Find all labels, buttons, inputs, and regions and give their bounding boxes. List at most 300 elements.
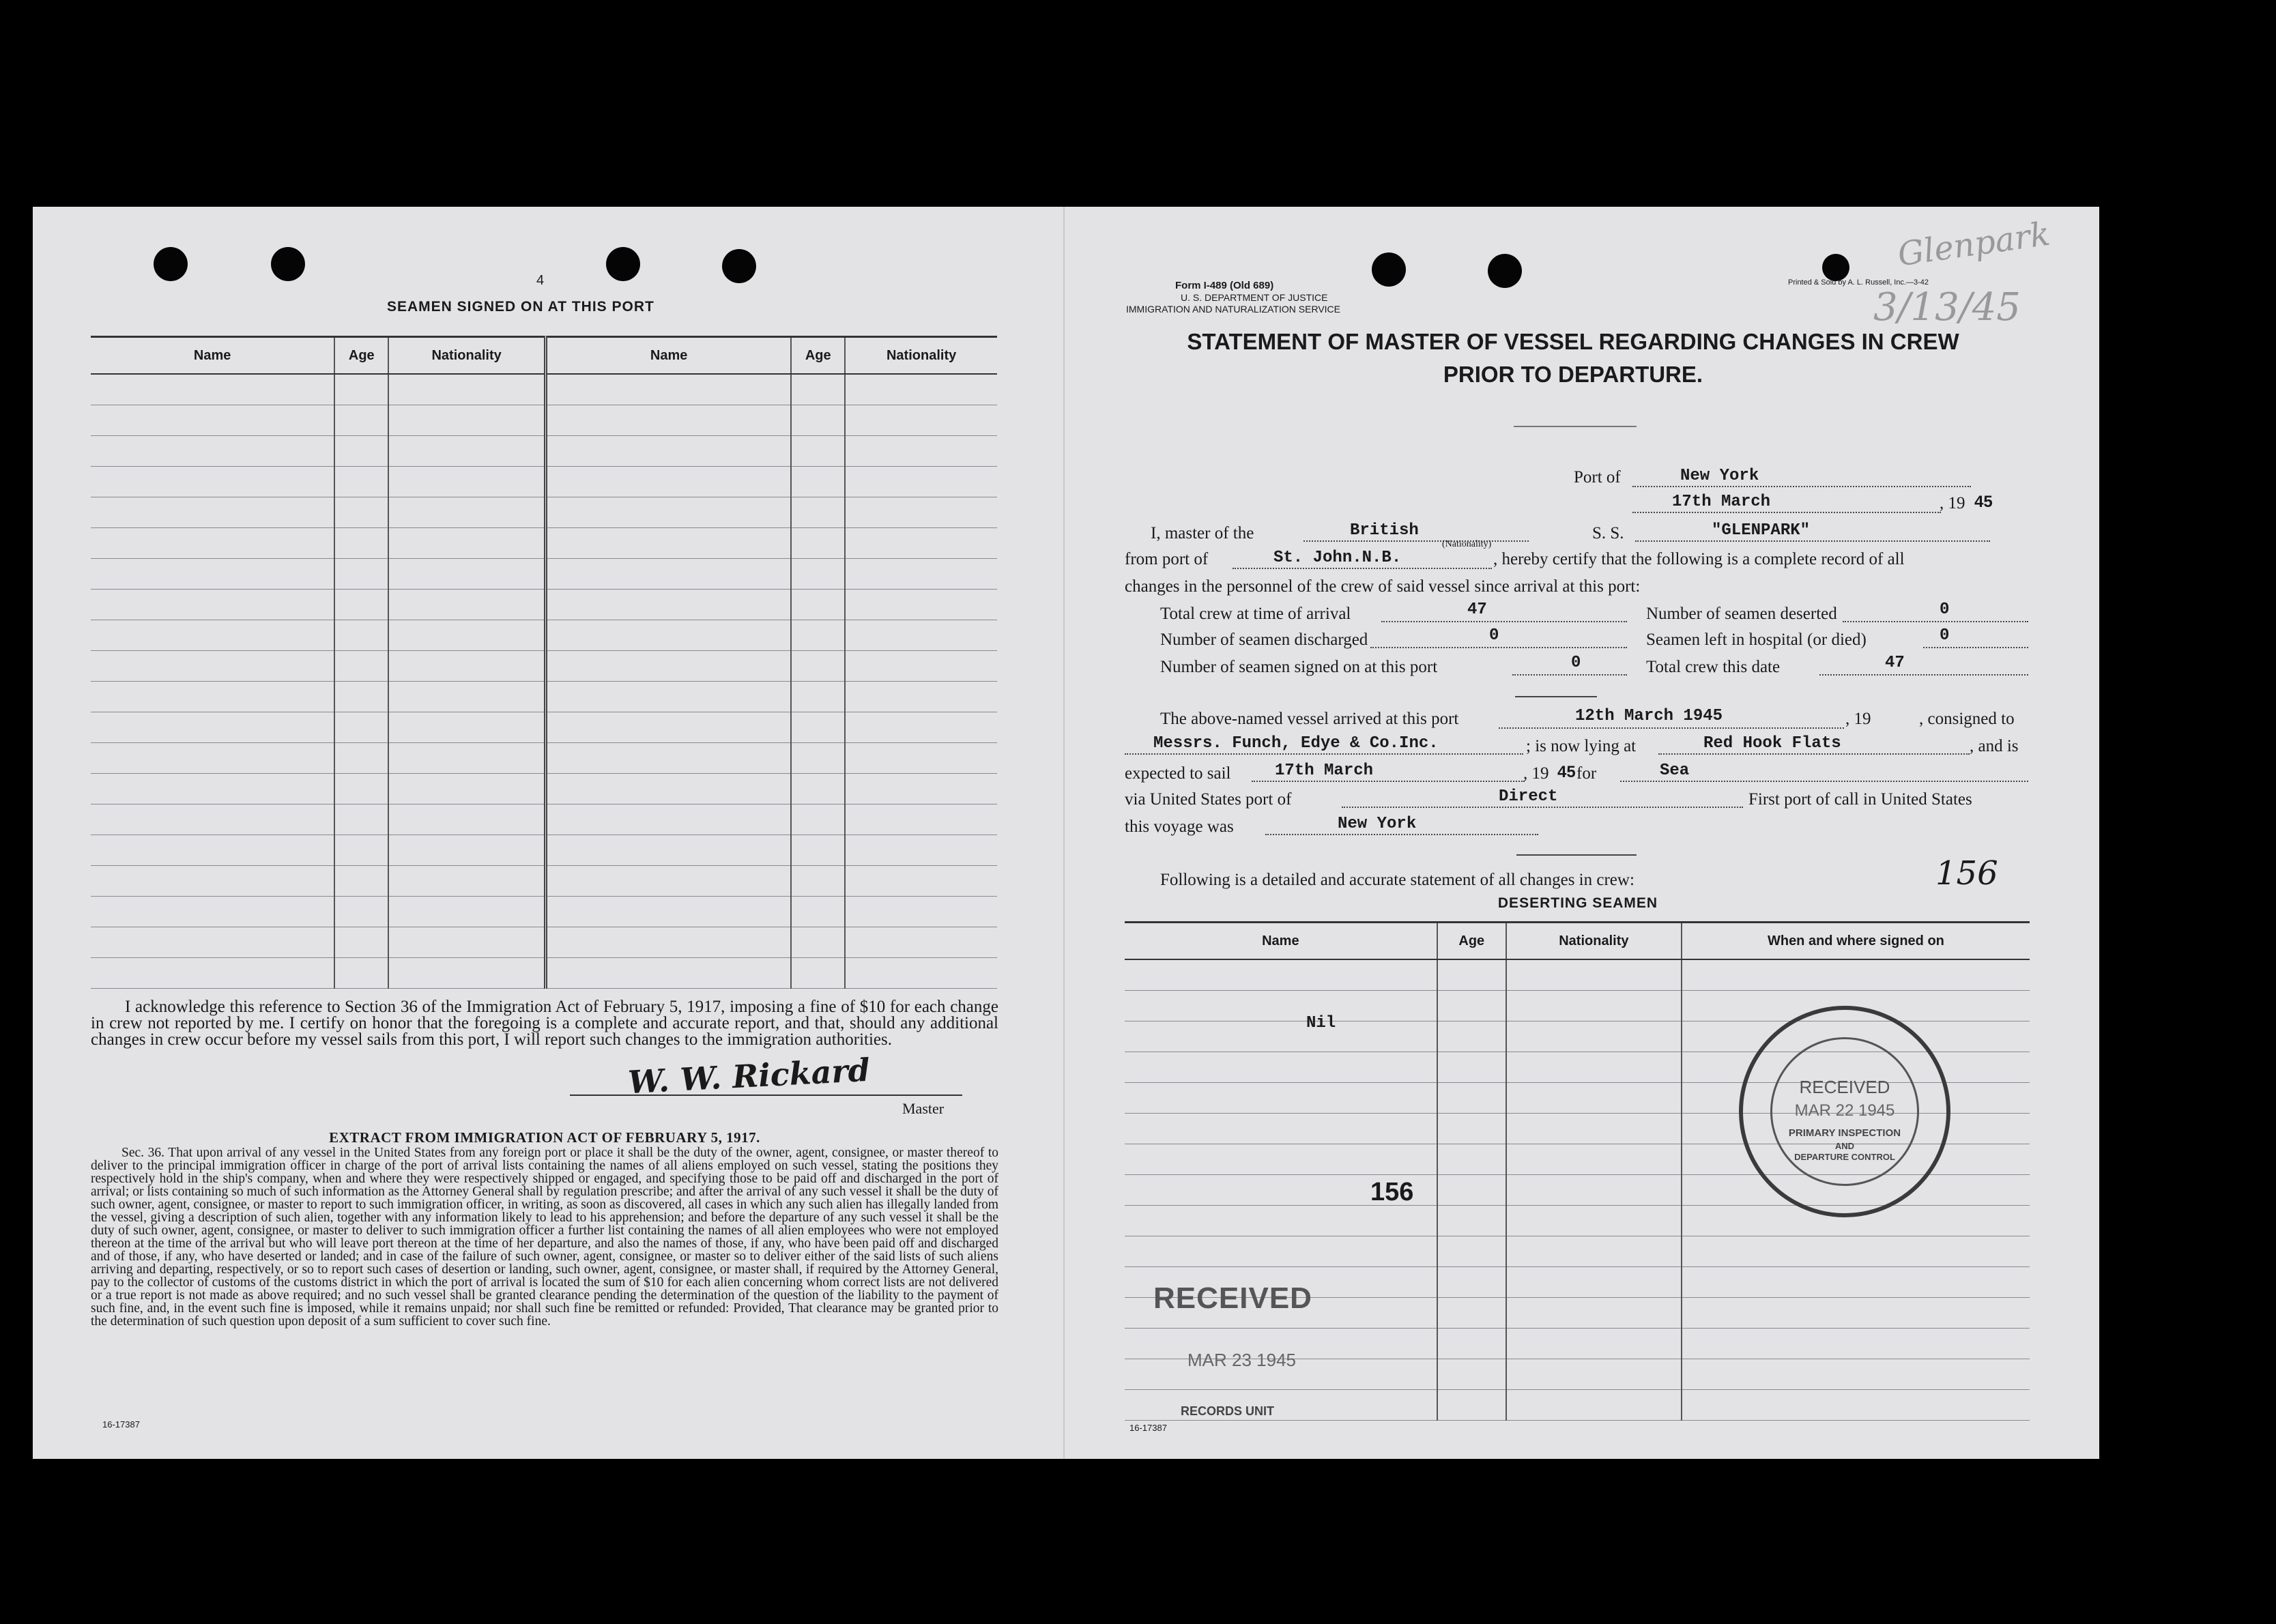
table-cell	[1437, 959, 1506, 991]
table-row	[91, 958, 997, 989]
table-cell	[91, 835, 334, 866]
punch-hole	[722, 249, 756, 283]
date-line	[1632, 512, 1941, 513]
handwritten-ship-name: Glenpark	[1895, 214, 2053, 274]
table-cell	[334, 804, 388, 835]
table-cell	[845, 958, 997, 989]
table-cell	[845, 405, 997, 436]
table-cell	[1506, 991, 1682, 1021]
arrived-line	[1499, 727, 1844, 729]
table-cell	[545, 682, 791, 712]
table-cell	[845, 897, 997, 927]
table-cell	[1682, 1267, 2030, 1298]
table-cell	[388, 559, 545, 590]
expected-line	[1252, 781, 1525, 782]
first-port-label: First port of call in United States	[1748, 790, 1972, 809]
date-value: 17th March	[1672, 493, 1771, 511]
table-cell	[845, 774, 997, 804]
table-cell	[791, 651, 845, 682]
punch-hole	[1372, 252, 1406, 287]
table-row	[91, 374, 997, 405]
table-cell	[388, 467, 545, 497]
year-prefix: , 19	[1940, 494, 1965, 512]
lying-label: ; is now lying at	[1526, 737, 1637, 755]
arrived-value: 12th March 1945	[1575, 707, 1723, 725]
table-cell	[791, 436, 845, 467]
signature-line	[570, 1094, 962, 1096]
port-label: Port of	[1574, 468, 1621, 487]
table-cell	[91, 804, 334, 835]
punch-hole	[271, 247, 305, 281]
table-row	[91, 497, 997, 528]
table-cell	[845, 590, 997, 620]
table-cell	[334, 927, 388, 958]
table-cell	[791, 804, 845, 835]
nationality-line	[1303, 540, 1529, 542]
for-value: Sea	[1660, 762, 1690, 780]
table-cell	[1125, 1052, 1437, 1083]
table-cell	[1506, 1175, 1682, 1206]
table-cell	[845, 835, 997, 866]
table-cell	[845, 374, 997, 405]
table-row	[91, 528, 997, 559]
table-cell	[1682, 1390, 2030, 1421]
table-cell	[845, 682, 997, 712]
table-row	[1125, 1206, 2030, 1236]
table-row	[91, 436, 997, 467]
round-stamp-date: MAR 22 1945	[1794, 1101, 1895, 1120]
table-cell	[545, 497, 791, 528]
table-cell	[545, 559, 791, 590]
table-cell	[545, 804, 791, 835]
form-number: Form I-489 (Old 689)	[1175, 280, 1274, 291]
table-row	[1125, 959, 2030, 991]
table-cell	[1125, 1206, 1437, 1236]
table-cell	[1682, 1298, 2030, 1329]
table-cell	[791, 590, 845, 620]
via-label: via United States port of	[1125, 790, 1292, 809]
table-cell	[334, 528, 388, 559]
table-cell	[388, 528, 545, 559]
table-row	[91, 804, 997, 835]
table-cell	[545, 620, 791, 651]
table-cell	[545, 897, 791, 927]
table-cell	[91, 682, 334, 712]
signed-on-label: Number of seamen signed on at this port	[1160, 658, 1438, 676]
table-cell	[1125, 959, 1437, 991]
table-cell	[845, 866, 997, 897]
table-cell	[388, 712, 545, 743]
punch-hole	[1822, 254, 1849, 281]
table-cell	[334, 835, 388, 866]
table-cell	[1125, 1390, 1437, 1421]
table-row	[91, 590, 997, 620]
table-cell	[545, 958, 791, 989]
punch-hole	[154, 247, 188, 281]
table-cell	[388, 436, 545, 467]
table-cell	[334, 497, 388, 528]
table-cell	[334, 559, 388, 590]
received-stamp-date: MAR 23 1945	[1187, 1350, 1296, 1370]
table-cell	[91, 866, 334, 897]
table-cell	[1437, 1083, 1506, 1114]
table-cell	[791, 682, 845, 712]
table-cell	[1125, 1021, 1437, 1052]
year-value: 45	[1974, 493, 1993, 511]
signed-on-line	[1512, 674, 1627, 676]
table-cell	[1437, 1359, 1506, 1390]
table-row	[91, 620, 997, 651]
table-cell	[791, 774, 845, 804]
table-cell	[1437, 1052, 1506, 1083]
table-cell	[91, 927, 334, 958]
divider	[1516, 854, 1637, 856]
table-row	[91, 467, 997, 497]
deserting-title: DESERTING SEAMEN	[1497, 895, 1658, 911]
table-cell	[545, 927, 791, 958]
table-cell	[1506, 1359, 1682, 1390]
signed-on-value: 0	[1571, 654, 1581, 672]
discharged-label: Number of seamen discharged	[1160, 630, 1368, 649]
table-cell	[1437, 1236, 1506, 1267]
discharged-value: 0	[1489, 626, 1499, 645]
expected-value: 17th March	[1275, 762, 1374, 780]
ship-name: "GLENPARK"	[1712, 521, 1811, 540]
col-signed-on: When and where signed on	[1682, 923, 2030, 960]
table-cell	[388, 835, 545, 866]
total-crew-arrival-line	[1381, 621, 1627, 622]
table-cell	[91, 743, 334, 774]
table-cell	[334, 620, 388, 651]
handwritten-number: 156	[1935, 854, 1998, 893]
from-port-value: St. John.N.B.	[1273, 549, 1402, 567]
table-cell	[91, 774, 334, 804]
consignee-line	[1125, 753, 1523, 755]
hospital-label: Seamen left in hospital (or died)	[1646, 630, 1867, 649]
table-cell	[1506, 1298, 1682, 1329]
table-cell	[791, 467, 845, 497]
table-cell	[91, 958, 334, 989]
table-cell	[845, 712, 997, 743]
table-cell	[334, 682, 388, 712]
table-cell	[388, 897, 545, 927]
table-cell	[1506, 1052, 1682, 1083]
col-name: Name	[1125, 923, 1437, 960]
table-cell	[91, 436, 334, 467]
seamen-signed-on-table	[91, 336, 997, 989]
table-cell	[791, 620, 845, 651]
hospital-line	[1923, 647, 2028, 648]
form-code: 16-17387	[1129, 1423, 1167, 1433]
table-cell	[545, 528, 791, 559]
table-cell	[388, 590, 545, 620]
table-cell	[388, 743, 545, 774]
table-cell	[845, 804, 997, 835]
table-cell	[545, 590, 791, 620]
table-cell	[91, 528, 334, 559]
received-stamp: RECEIVED	[1153, 1281, 1312, 1315]
table-cell	[334, 651, 388, 682]
table-cell	[91, 897, 334, 927]
table-cell	[845, 559, 997, 590]
table-cell	[545, 774, 791, 804]
table-row	[91, 712, 997, 743]
col-nationality: Nationality	[388, 337, 545, 375]
table-cell	[1682, 1236, 2030, 1267]
for-line	[1620, 781, 2028, 782]
table-cell	[91, 651, 334, 682]
hospital-value: 0	[1940, 626, 1950, 645]
round-stamp-line1: PRIMARY INSPECTION	[1788, 1127, 1901, 1139]
form-code: 16-17387	[102, 1419, 140, 1430]
table-cell	[791, 405, 845, 436]
table-cell	[334, 743, 388, 774]
total-crew-date-line	[1819, 674, 2028, 676]
table-cell	[388, 651, 545, 682]
table-cell	[1506, 1114, 1682, 1144]
table-cell	[388, 958, 545, 989]
table-cell	[845, 436, 997, 467]
table-cell	[845, 651, 997, 682]
this-voyage-label: this voyage was	[1125, 817, 1234, 836]
handwritten-date: 3/13/45	[1873, 285, 2021, 330]
table-cell	[1506, 1206, 1682, 1236]
table-cell	[388, 374, 545, 405]
punch-hole	[606, 247, 640, 281]
via-value: Direct	[1499, 787, 1558, 806]
table-cell	[334, 774, 388, 804]
table-cell	[388, 682, 545, 712]
table-row	[91, 897, 997, 927]
table-cell	[791, 497, 845, 528]
department: U. S. DEPARTMENT OF JUSTICE	[1181, 292, 1328, 303]
table-cell	[91, 620, 334, 651]
table-cell	[1437, 1021, 1506, 1052]
col-nationality: Nationality	[845, 337, 997, 375]
from-port-line	[1233, 568, 1492, 569]
table-cell	[1506, 1236, 1682, 1267]
table-row	[91, 835, 997, 866]
table-cell	[545, 835, 791, 866]
col-nationality: Nationality	[1506, 923, 1682, 960]
table-cell	[388, 927, 545, 958]
table-cell	[388, 774, 545, 804]
table-cell	[334, 374, 388, 405]
total-crew-date-label: Total crew this date	[1646, 658, 1781, 676]
printer-line: Printed & Sold by A. L. Russell, Inc.—3-42	[1788, 278, 1929, 287]
col-age: Age	[1437, 923, 1506, 960]
extract-text: Sec. 36. That upon arrival of any vessel in the United States from any foreign port or place it shall be the duty of the owner, agent, consignee, or master thereof to deliver to the principal immigration officer in charge of the port of arrival lists containing the names of all aliens employed on such vessel, stating the positions they respectively hold in the ship's company, when and where they were respectively shipped or engaged, and specifying those to be paid off and discharged in the port of arrival; or lists containing so much of such information as the Attorney General shall by regulation prescribe; and after the arrival of any such vessel it shall be the duty of such owner, agent, consignee, or master to report to such immigration officer, in writing, as soon as discovered, all cases in which any such alien has illegally landed from the vessel, giving a description of such alien, together with any information likely to lead to his apprehension; and before the departure of any such vessel it shall be the duty of such owner, agent, consignee, or master to deliver to such immigration officer a further list containing the names of all alien employees who were not employed thereon at the time of the arrival but who will leave port thereon at the time of her departure, and also the names of those, if any, who have been paid off and discharged and of those, if any, who have deserted or landed; and in case of the failure of such owner, agent, consignee, or master so to deliver either of the said lists of such aliens arriving and departing, respectively, or so to report such cases of desertion or landing, such owner, agent, consignee, or master shall, if required by the Attorney General, pay to the collector of customs of the customs district in which the port of arrival is located the sum of $10 for each alien concerning whom correct lists are not delivered or a true report is not made as above required; and no such vessel shall be granted clearance pending the determination of the question of the liability to the payment of such fine, and, in the event such fine is imposed, while it remains unpaid; nor shall such fine be remitted or refunded: Provided, That clearance may be granted prior to the determination of such question upon deposit of a sum sufficient to cover such fine.	[91, 1146, 998, 1329]
table-cell	[388, 497, 545, 528]
table-cell	[845, 497, 997, 528]
table-cell	[545, 374, 791, 405]
and-is: , and is	[1970, 737, 2019, 755]
table-cell	[388, 804, 545, 835]
table-cell	[791, 743, 845, 774]
table-cell	[334, 467, 388, 497]
table-cell	[1506, 1083, 1682, 1114]
table-cell	[1506, 959, 1682, 991]
table-cell	[845, 743, 997, 774]
arrived-label: The above-named vessel arrived at this port	[1160, 710, 1459, 728]
table-row	[91, 866, 997, 897]
table-cell	[1125, 1114, 1437, 1144]
table-cell	[791, 866, 845, 897]
this-voyage-line	[1265, 834, 1538, 835]
form-title-line2: PRIOR TO DEPARTURE.	[1443, 362, 1703, 387]
service: IMMIGRATION AND NATURALIZATION SERVICE	[1126, 304, 1340, 315]
table-cell	[1437, 1267, 1506, 1298]
expected-label: expected to sail	[1125, 764, 1231, 783]
deserted-value: 0	[1940, 600, 1950, 619]
table-cell	[545, 436, 791, 467]
table-cell	[1506, 1329, 1682, 1359]
table-cell	[791, 374, 845, 405]
table-cell	[845, 467, 997, 497]
table-cell	[1506, 1021, 1682, 1052]
table-cell	[545, 651, 791, 682]
table-cell	[334, 436, 388, 467]
form-title-line1: STATEMENT OF MASTER OF VESSEL REGARDING CHANGES IN CREW	[1187, 329, 1959, 354]
expected-year-prefix: , 19	[1523, 764, 1549, 783]
table-row	[91, 559, 997, 590]
deserted-label: Number of seamen deserted	[1646, 605, 1837, 623]
table-cell	[91, 497, 334, 528]
total-crew-arrival-label: Total crew at time of arrival	[1160, 605, 1351, 623]
table-cell	[388, 405, 545, 436]
table-cell	[1437, 1175, 1506, 1206]
page-number: 4	[536, 273, 545, 288]
consigned-label: , consigned to	[1919, 710, 2015, 728]
table-row	[91, 651, 997, 682]
table-cell	[334, 712, 388, 743]
table-cell	[1437, 1206, 1506, 1236]
table-cell	[1125, 1144, 1437, 1175]
master-signature: W. W. Rickard	[626, 1051, 871, 1101]
table-cell	[334, 590, 388, 620]
table-cell	[545, 467, 791, 497]
table-cell	[845, 528, 997, 559]
table-cell	[334, 897, 388, 927]
table-cell	[791, 559, 845, 590]
extract-title: EXTRACT FROM IMMIGRATION ACT OF FEBRUARY 5, 1917.	[329, 1129, 760, 1146]
table-cell	[334, 958, 388, 989]
this-voyage-value: New York	[1338, 815, 1417, 833]
table-cell	[545, 712, 791, 743]
table-row	[1125, 991, 2030, 1021]
table-cell	[1506, 1390, 1682, 1421]
master-label: Master	[902, 1100, 945, 1117]
table-cell	[1682, 1359, 2030, 1390]
table-row	[91, 682, 997, 712]
col-name: Name	[91, 337, 334, 375]
table-cell	[1437, 1390, 1506, 1421]
table-cell	[91, 374, 334, 405]
following-text: Following is a detailed and accurate statement of all changes in crew:	[1160, 871, 1634, 889]
from-port-label: from port of	[1125, 550, 1209, 568]
table-cell	[791, 958, 845, 989]
certify-text: , hereby certify that the following is a complete record of all	[1493, 550, 1905, 568]
table-cell	[1506, 1267, 1682, 1298]
table-cell	[334, 405, 388, 436]
table-cell	[91, 405, 334, 436]
ship-line	[1635, 540, 1990, 542]
table-cell	[91, 712, 334, 743]
number-156: 156	[1370, 1178, 1414, 1206]
table-cell	[1437, 991, 1506, 1021]
round-stamp-line2: AND	[1834, 1141, 1855, 1151]
round-stamp-line3: DEPARTURE CONTROL	[1794, 1152, 1895, 1162]
ss-label: S. S.	[1592, 524, 1624, 542]
deserted-line	[1843, 621, 2028, 622]
col-name: Name	[545, 337, 791, 375]
table-row	[91, 927, 997, 958]
table-cell	[791, 528, 845, 559]
table-cell	[91, 467, 334, 497]
table-cell	[1437, 1329, 1506, 1359]
col-age: Age	[791, 337, 845, 375]
table-cell	[1125, 1083, 1437, 1114]
table-cell	[1437, 1298, 1506, 1329]
changes-text: changes in the personnel of the crew of said vessel since arrival at this port:	[1125, 577, 1641, 596]
table-row	[91, 743, 997, 774]
total-crew-arrival-value: 47	[1467, 600, 1487, 619]
discharged-line	[1370, 647, 1627, 648]
table-cell	[791, 897, 845, 927]
left-title: SEAMEN SIGNED ON AT THIS PORT	[387, 299, 654, 315]
table-cell	[791, 712, 845, 743]
table-cell	[91, 590, 334, 620]
master-of-label: I, master of the	[1151, 524, 1254, 542]
col-age: Age	[334, 337, 388, 375]
port-line	[1632, 486, 1971, 487]
round-stamp-received: RECEIVED	[1799, 1077, 1890, 1097]
for-label: for	[1576, 764, 1597, 783]
via-line	[1342, 807, 1743, 808]
table-cell	[1125, 1236, 1437, 1267]
consignee-value: Messrs. Funch, Edye & Co.Inc.	[1153, 734, 1439, 753]
expected-year-value: 45	[1557, 763, 1576, 781]
table-cell	[334, 866, 388, 897]
nationality-hint: (Nationality)	[1442, 539, 1492, 549]
nil-entry: Nil	[1306, 1014, 1336, 1032]
table-cell	[545, 405, 791, 436]
table-cell	[1437, 1144, 1506, 1175]
divider	[1514, 426, 1637, 427]
lying-value: Red Hook Flats	[1703, 734, 1841, 753]
arrived-year-prefix: , 19	[1845, 710, 1871, 728]
table-cell	[1682, 1329, 2030, 1359]
records-unit-stamp: RECORDS UNIT	[1181, 1404, 1275, 1418]
acknowledgement-text: I acknowledge this reference to Section 36 of the Immigration Act of February 5, 1917, imposing a fine of $10 for each change in crew not reported by me. I certify on honor that the foregoing is a complete and accurate report, and that, should any additional changes in crew occur before my vessel sails from this port, I will report such changes to the immigration authorities.	[91, 998, 998, 1049]
table-cell	[791, 835, 845, 866]
table-cell	[1125, 991, 1437, 1021]
table-cell	[845, 927, 997, 958]
port-value: New York	[1680, 467, 1759, 485]
lying-line	[1658, 753, 1970, 755]
table-cell	[845, 620, 997, 651]
table-row	[91, 774, 997, 804]
table-cell	[791, 927, 845, 958]
table-cell	[1437, 1114, 1506, 1144]
table-cell	[388, 866, 545, 897]
table-cell	[545, 743, 791, 774]
table-cell	[1506, 1144, 1682, 1175]
table-row	[1125, 1236, 2030, 1267]
total-crew-date-value: 47	[1885, 654, 1905, 672]
punch-hole	[1488, 254, 1522, 288]
table-cell	[545, 866, 791, 897]
